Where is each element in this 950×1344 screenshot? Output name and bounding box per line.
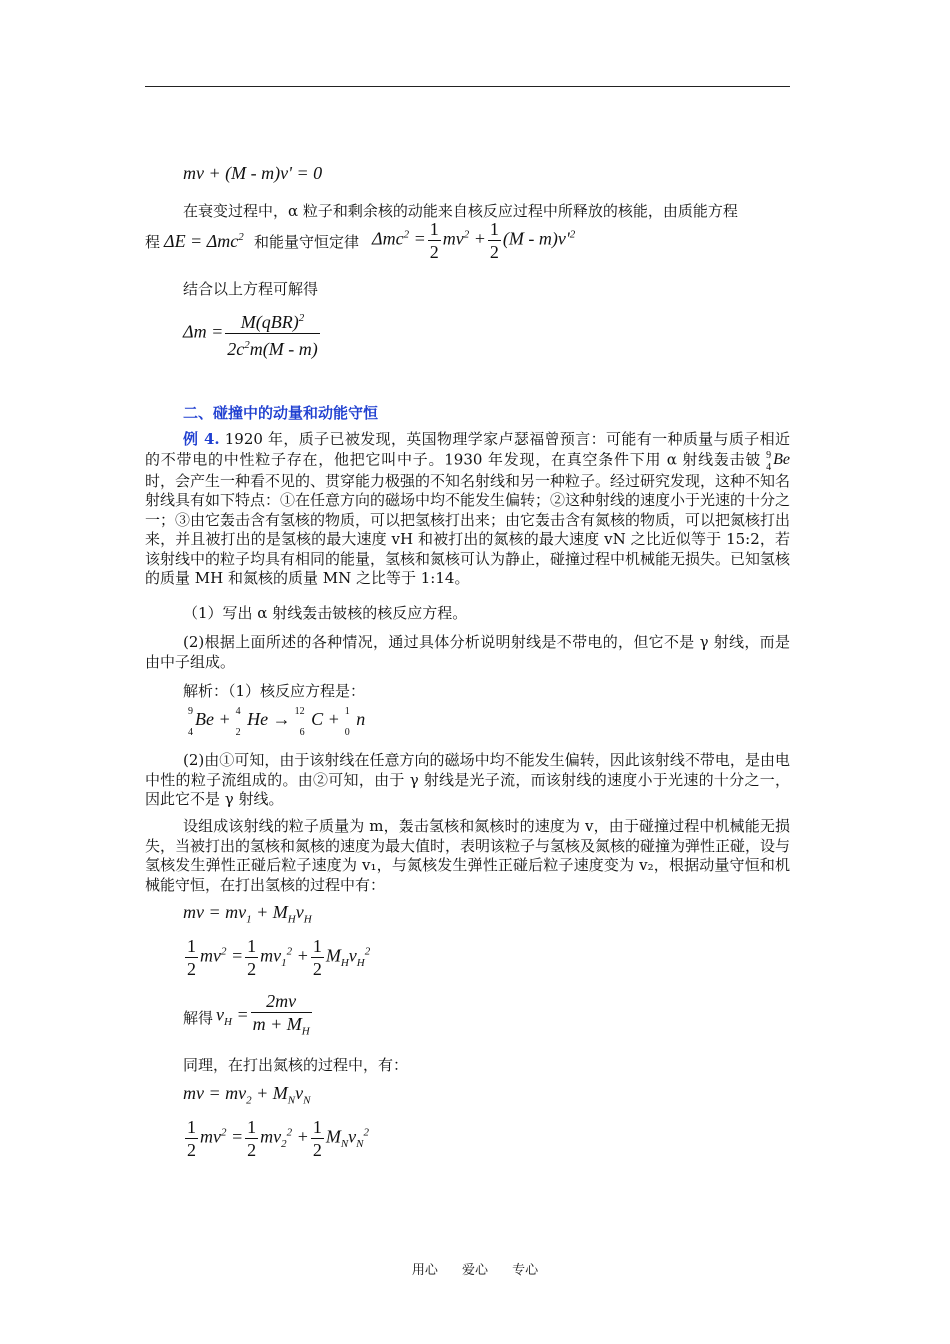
equation-momentum-decay: mv + (M - m)v' = 0: [183, 163, 323, 183]
example-label: 例 4.: [183, 430, 220, 448]
text-combine: 结合以上方程可解得: [183, 280, 319, 298]
header-rule: [145, 86, 790, 87]
section-heading: 二、碰撞中的动量和动能守恒: [183, 404, 379, 422]
text-solve: 解得: [183, 1009, 214, 1027]
equation-vh: $v_H$ = $\frac{2mv}{m + M_H}$: [216, 991, 310, 1038]
equation-n-momentum: mv = $mv_2 + M_Nv_N$: [183, 1083, 311, 1107]
answer-2-paragraph: (2)由①可知，由于该射线在任意方向的磁场中均不能发生偏转，因此该射线不带电，是由电中性的粒子流组成的。由②可知，由于 γ 射线是光子流，而该射线的速度小于光速的十分之一，因此它不是 γ 射线。: [145, 751, 790, 808]
page-footer: 用心 爱心 专心: [411, 1263, 539, 1278]
question-2: (2)根据上面所述的各种情况，通过具体分析说明射线是不带电的，但它不是 γ 射线，而是由中子组成。: [145, 633, 790, 671]
equation-n-energy: $\frac{1}{2}$ $mv^2$ = $\frac{1}{2}$ $mv_2^2$ + $\frac{1}{2}$ $M_Nv_N^2$: [187, 1117, 369, 1160]
example-text-2: 时，会产生一种看不见的、贯穿能力极强的不知名射线和另一种粒子。经过研究发现，这种不知名射线具有如下特点：①在任意方向的磁场中均不能发生偏转；②这种射线的速度小于光速的十分之一；③由它轰击含有氢核的物质，可以把氢核打出来；由它轰击含有氮核的物质，可以把氮核打出来，并且被打出的是氢核的最大速度 vH 和被打出的氮核的最大速度 vN 之比近似等于 15:2，若该射线中的粒子均具有相同的能量，氢核和氮核可认为静止，碰撞过程中机械能无损失。已知氢核的质量 MH 和氮核的质量 MN 之比等于 1:14。: [145, 471, 791, 587]
answer-3-paragraph: 设组成该射线的粒子质量为 m，轰击氢核和氮核时的速度为 v，由于碰撞过程中机械能无损失，当被打出的氢核和氮核的速度为最大值时，表明该粒子与氢核及氮核的碰撞为弹性正碰，设与氢核发生弹性正碰后粒子速度为 v₁，与氮核发生弹性正碰后粒子速度变为 v₂，根据动量守恒和机械能守恒，在打出氢核的过程中有：: [145, 817, 791, 894]
equation-mass-energy: ΔE = Δmc$^2$: [164, 231, 244, 251]
equation-h-momentum: mv = $mv_1 + M_Hv_H$: [183, 902, 312, 926]
equation-h-energy: $\frac{1}{2}$ $mv^2$ = $\frac{1}{2}$ $mv_1^2$ + $\frac{1}{2}$ $M_Hv_H^2$: [187, 936, 371, 979]
equation-delta-m: Δm = $\frac{M(qBR)^2}{2c^2m(M - m)}$: [183, 307, 322, 360]
answer-1-label: 解析：（1）核反应方程是：: [183, 682, 366, 700]
text-cheng-prefix: 程: [145, 233, 161, 251]
question-1: （1）写出 α 射线轰击铍核的核反应方程。: [183, 604, 468, 622]
text-similarly: 同理，在打出氮核的过程中，有：: [183, 1056, 409, 1074]
example-4-paragraph: [145, 430, 790, 589]
equation-nuclear-reaction: 9 4 Be + 4 2 He → 12 6 C + 1 0 n: [188, 705, 366, 738]
text-and-conservation: 和能量守恒定律: [254, 233, 360, 251]
paragraph-decay: 在衰变过程中，α 粒子和剩余核的动能来自核反应过程中所释放的核能，由质能方程: [183, 202, 738, 220]
equation-energy-conservation: Δmc$^2$ = $\frac{1}{2}$ $mv^2$ + $\frac{1}{2}$ $(M - m)v'^2$: [372, 219, 576, 262]
beryllium-symbol: 9 4 Be: [766, 449, 790, 473]
example-text-1: 1920 年，质子已被发现，英国物理学家卢瑟福曾预言：可能有一种质量与质子相近的不带电的中性粒子存在，他把它叫中子。1930 年发现，在真空条件下用 α 射线轰击铍: [145, 430, 790, 469]
